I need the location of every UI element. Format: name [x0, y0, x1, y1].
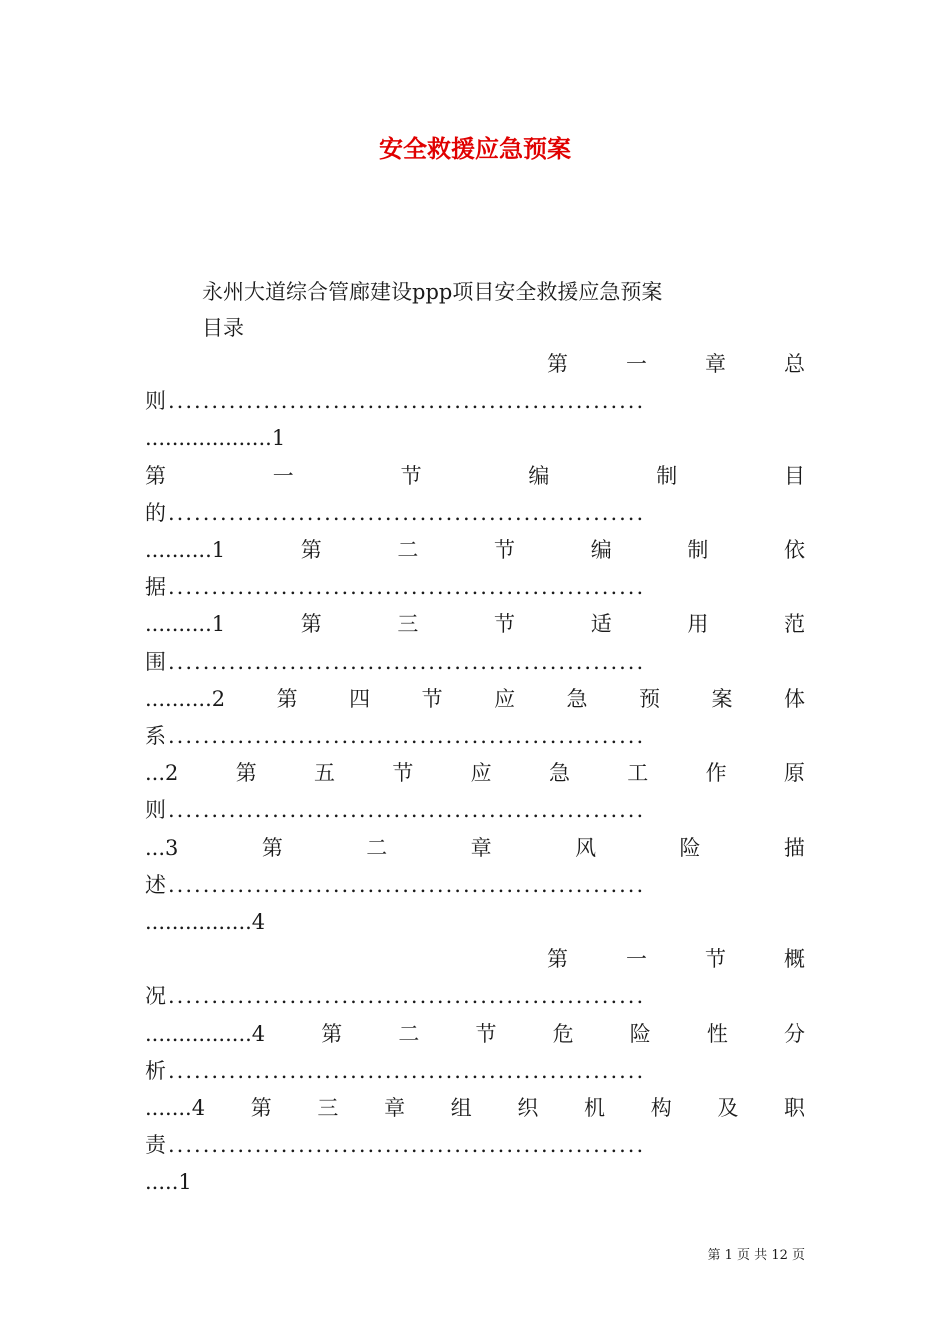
- toc-token: 应: [470, 761, 492, 786]
- toc-token: ................4: [145, 910, 266, 934]
- toc-line: [145, 606, 805, 642]
- toc-token: ...3: [145, 835, 179, 860]
- toc-token: 编: [590, 538, 612, 562]
- toc-token: 第: [276, 686, 298, 711]
- toc-token: 节: [421, 686, 443, 711]
- toc-token: 险: [629, 1021, 651, 1046]
- toc-heading: 目录: [202, 316, 244, 340]
- toc-token: 第: [261, 835, 283, 860]
- toc-token: 围.......................................................: [145, 649, 646, 674]
- toc-token: ..........2: [145, 686, 226, 711]
- toc-token: 构: [650, 1096, 672, 1120]
- toc-line: [145, 978, 805, 1014]
- document-subtitle: 永州大道综合管廊建设ppp项目安全救援应急预案: [202, 280, 663, 304]
- toc-token: 体: [784, 686, 805, 711]
- toc-line: [145, 1127, 805, 1163]
- toc-token: 述.......................................................: [145, 872, 646, 897]
- toc-token: 组: [450, 1096, 472, 1120]
- toc-token: 节: [494, 612, 516, 637]
- toc-token: 风: [575, 835, 597, 860]
- toc-token: 用: [687, 612, 709, 637]
- toc-line: [145, 941, 805, 977]
- toc-token: 依: [783, 538, 805, 562]
- toc-line: [145, 755, 805, 791]
- toc-token: 职: [784, 1096, 805, 1120]
- toc-token: 系.......................................................: [145, 724, 646, 748]
- toc-token: 编: [528, 463, 550, 488]
- toc-token: 性: [706, 1021, 728, 1046]
- page-footer: 第 1 页 共 12 页: [707, 1248, 805, 1263]
- document-title: 安全救援应急预案: [379, 134, 571, 163]
- toc-token: .....1: [145, 1170, 192, 1195]
- toc-token: 制: [687, 538, 709, 562]
- toc-token: 制: [656, 463, 678, 488]
- toc-token: 章: [470, 835, 492, 860]
- toc-line: [145, 1016, 805, 1052]
- toc-line: [145, 346, 805, 382]
- toc-line: [145, 1053, 805, 1089]
- toc-token: 的.......................................................: [145, 500, 646, 525]
- toc-line: [145, 569, 805, 605]
- toc-token: 二: [397, 538, 419, 562]
- toc-token: 急: [548, 761, 570, 786]
- toc-token: 总: [784, 352, 805, 376]
- toc-token: 概: [784, 947, 805, 972]
- toc-token: 节: [705, 947, 726, 972]
- toc-token: 四: [349, 686, 371, 711]
- toc-token: ..........1: [145, 538, 226, 562]
- toc-line: [145, 532, 805, 568]
- toc-token: 适: [590, 612, 612, 637]
- toc-token: 一: [626, 947, 647, 972]
- toc-token: 二: [398, 1021, 420, 1046]
- toc-token: 据.......................................................: [145, 575, 646, 600]
- toc-line: [145, 681, 805, 717]
- toc-token: 第: [235, 761, 257, 786]
- toc-token: 则.......................................................: [145, 389, 646, 414]
- toc-token: 一: [272, 463, 294, 488]
- toc-token: 章: [705, 352, 726, 376]
- toc-token: 第: [300, 612, 322, 637]
- toc-token: .......4: [145, 1096, 206, 1120]
- toc-line: [145, 458, 805, 494]
- toc-token: 应: [494, 686, 516, 711]
- toc-token: 目: [783, 463, 805, 488]
- toc-token: 急: [566, 686, 588, 711]
- toc-token: 责.......................................................: [145, 1133, 646, 1158]
- toc-token: 险: [679, 835, 701, 860]
- toc-token: 则.......................................................: [145, 798, 646, 823]
- toc-token: 第: [145, 463, 166, 488]
- toc-token: 二: [366, 835, 388, 860]
- toc-token: ...2: [145, 761, 179, 786]
- toc-token: 章: [384, 1096, 406, 1120]
- toc-token: 第: [321, 1021, 343, 1046]
- toc-token: 节: [494, 538, 516, 562]
- toc-line: [145, 644, 805, 680]
- toc-token: 节: [400, 463, 422, 488]
- toc-line: [145, 420, 805, 456]
- toc-line: [145, 718, 805, 754]
- toc-token: 描: [783, 835, 805, 860]
- toc-line: [145, 383, 805, 419]
- toc-line: [145, 1164, 805, 1200]
- toc-token: 作: [705, 761, 727, 786]
- toc-line: [145, 1090, 805, 1126]
- toc-token: 危: [552, 1021, 574, 1046]
- toc-token: 织: [517, 1096, 539, 1120]
- toc-token: 三: [397, 612, 419, 637]
- toc-token: 况.......................................................: [145, 984, 646, 1009]
- toc-line: [145, 830, 805, 866]
- toc-token: 第: [547, 947, 568, 972]
- toc-token: 三: [317, 1096, 339, 1120]
- toc-token: ................4: [145, 1021, 266, 1046]
- toc-token: 第: [300, 538, 322, 562]
- toc-token: 析.......................................................: [145, 1058, 646, 1083]
- toc-token: 机: [584, 1096, 606, 1120]
- toc-line: [145, 867, 805, 903]
- toc-token: 分: [783, 1021, 805, 1046]
- toc-token: 工: [627, 761, 649, 786]
- toc-token: 第: [547, 352, 568, 376]
- toc-token: ...................1: [145, 426, 286, 451]
- toc-token: 第: [250, 1096, 272, 1120]
- toc-line: [145, 495, 805, 531]
- toc-token: 节: [392, 761, 414, 786]
- toc-token: ..........1: [145, 612, 226, 637]
- toc-token: 原: [783, 761, 805, 786]
- toc-token: 节: [475, 1021, 497, 1046]
- toc-line: [145, 904, 805, 940]
- toc-token: 范: [783, 612, 805, 637]
- toc-token: 一: [626, 352, 647, 376]
- toc-token: 案: [711, 686, 733, 711]
- toc-line: [145, 792, 805, 828]
- toc-token: 及: [717, 1096, 739, 1120]
- toc-token: 预: [639, 686, 661, 711]
- toc-token: 五: [314, 761, 336, 786]
